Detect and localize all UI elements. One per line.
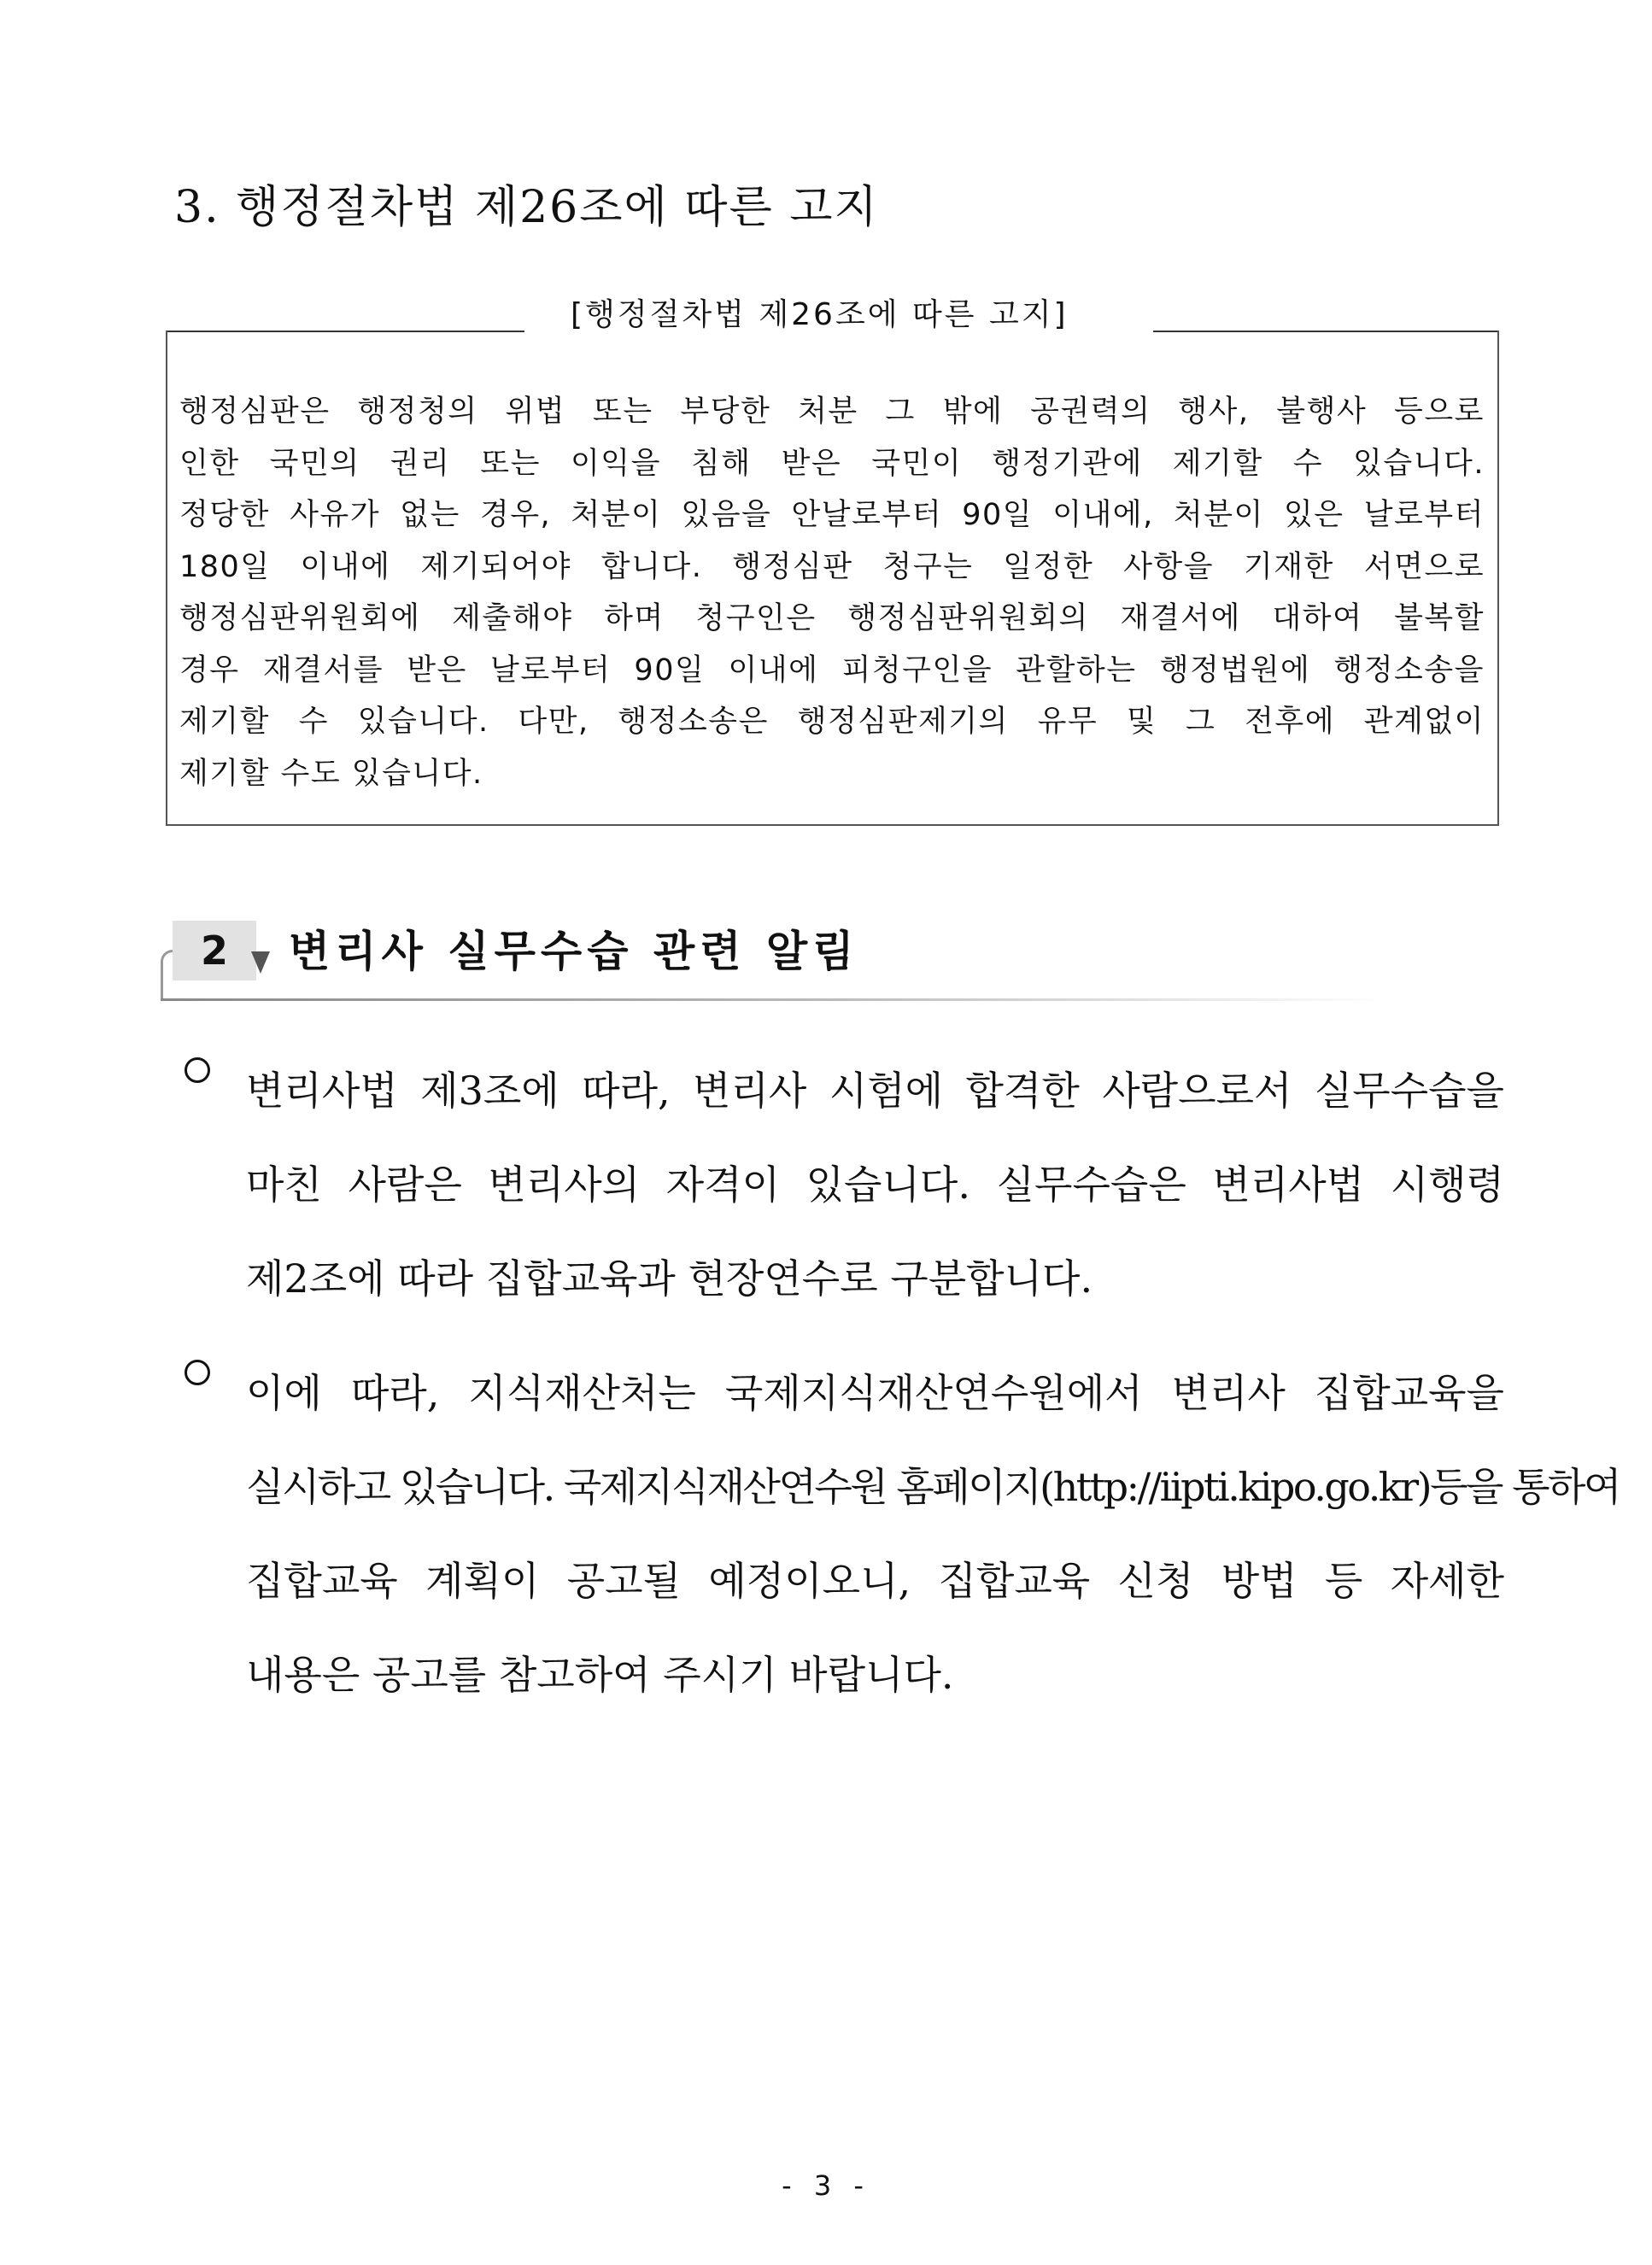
notice-box-caption: [행정절차법 제26조에 따른 고지]: [571, 297, 1069, 332]
bullet-line: 실시하고 있습니다. 국제지식재산연수원 홈페이지(http://iipti.kipo.go.kr)등을 통하여: [246, 1464, 1620, 1510]
section-2-heading: [159, 910, 1389, 1004]
bullet-line: 변리사법 제3조에 따라, 변리사 시험에 합격한 사람으로서 실무수습을: [246, 1068, 1504, 1114]
notice-line: 제기할 수 있습니다. 다만, 행정소송은 행정심판제기의 유무 및 그 전후에 관계없이: [179, 705, 1485, 739]
list-item: [185, 1044, 1504, 1326]
notice-line: 행정심판위원회에 제출해야 하며 청구인은 행정심판위원회의 재결서에 대하여 불복할: [179, 601, 1485, 635]
notice-line: 정당한 사유가 없는 경우, 처분이 있음을 안날로부터 90일 이내에, 처분이 있은 날로부터: [179, 498, 1485, 532]
notice-line: 인한 국민의 권리 또는 이익을 침해 받은 국민이 행정기관에 제기할 수 있습니다.: [179, 446, 1485, 481]
bullet-text: [246, 1346, 1620, 1722]
notice-line: 행정심판은 행정청의 위법 또는 부당한 처분 그 밖에 공권력의 행사, 불행사 등으로: [179, 395, 1485, 429]
bullet-line: 제2조에 따라 집합교육과 현장연수로 구분합니다.: [246, 1255, 1093, 1302]
notice-line: 180일 이내에 제기되어야 합니다. 행정심판 청구는 일정한 사항을 기재한 서면으로: [179, 549, 1485, 584]
bullet-line: 내용은 공고를 참고하여 주시기 바랍니다.: [246, 1652, 954, 1698]
notice-box-text: [179, 386, 1485, 799]
section-number-badge: 2: [173, 921, 256, 980]
circle-bullet-icon: [185, 1057, 210, 1083]
page-number: - 3 -: [782, 2169, 870, 2202]
notice-line: 제기할 수도 있습니다.: [179, 756, 483, 791]
triangle-down-icon: [251, 951, 270, 974]
bullet-line: 집합교육 계획이 공고될 예정이오니, 집합교육 신청 방법 등 자세한: [246, 1558, 1504, 1604]
bullet-line: 이에 따라, 지식재산처는 국제지식재산연수원에서 변리사 집합교육을: [246, 1370, 1504, 1416]
section-3-title: 3. 행정절차법 제26조에 따른 고지: [174, 182, 879, 233]
notice-line: 경우 재결서를 받은 날로부터 90일 이내에 피청구인을 관할하는 행정법원에 행정소송을: [179, 653, 1485, 688]
bullet-text: [246, 1044, 1504, 1326]
list-item: [185, 1346, 1620, 1722]
circle-bullet-icon: [185, 1360, 210, 1385]
heading-underline: [161, 998, 1389, 1001]
section-2-title: 변리사 실무수습 관련 알림: [289, 927, 859, 976]
bullet-line: 마친 사람은 변리사의 자격이 있습니다. 실무수습은 변리사법 시행령: [246, 1162, 1504, 1208]
